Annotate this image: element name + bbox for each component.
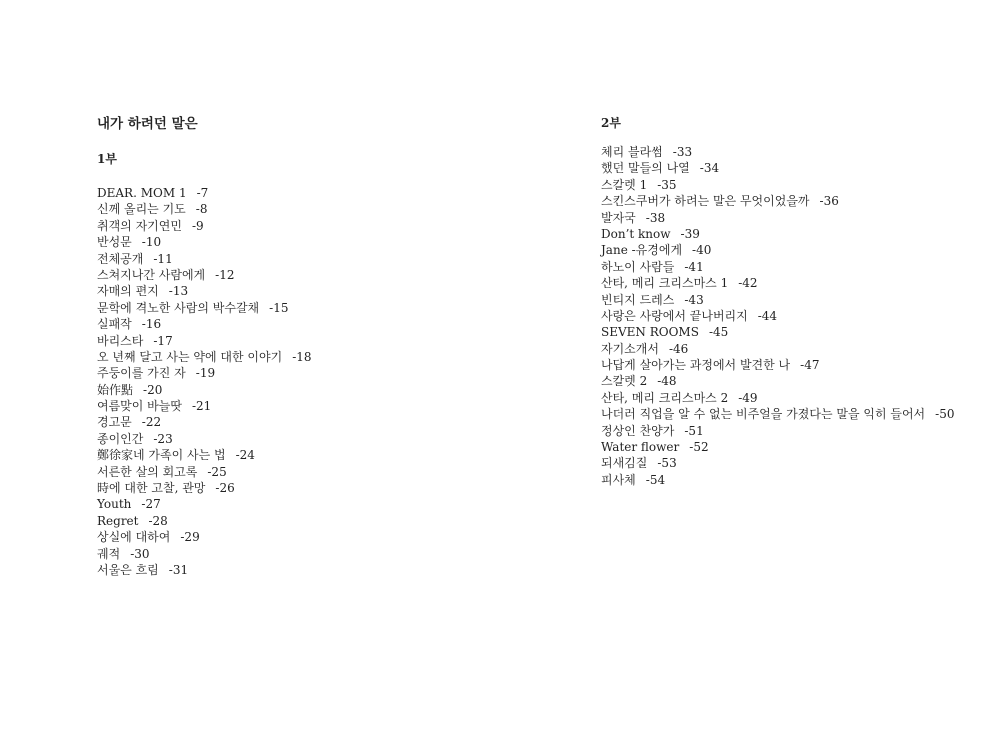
toc-entry [97,382,497,398]
toc-entry [601,357,981,373]
toc-entry-title: 자매의 편지 [97,284,159,299]
toc-entry [97,365,497,381]
book-title: 내가 하려던 말은 [97,116,198,132]
toc-entry-page: -9 [191,218,204,233]
toc-entry-title: 나더러 직업을 알 수 없는 비주얼을 가졌다는 말을 익히 들어서 [601,407,926,422]
toc-entry-page: -18 [292,349,312,364]
toc-entry-title: 산타, 메리 크리스마스 1 [601,276,729,291]
toc-entry-page: -22 [141,415,162,430]
toc-entry-title: 정상인 찬양가 [601,423,675,438]
toc-entry [97,562,497,578]
toc-entry-title: 사랑은 사랑에서 끝나버리지 [601,308,748,323]
toc-entry-page: -54 [645,472,666,487]
toc-entry-page: -33 [672,145,693,159]
toc-entry-title: 鄭徐家네 가족이 사는 법 [97,448,226,463]
part-2-toc-list [601,144,981,488]
toc-entry-page: -25 [207,464,227,479]
toc-entry [601,177,981,193]
toc-entry-page: -31 [168,562,189,577]
part-1-toc-list [97,185,497,578]
toc-entry-page: -24 [235,448,255,463]
toc-entry [601,308,981,324]
toc-entry-title: DEAR. MOM 1 [97,186,187,200]
toc-entry [97,218,497,234]
toc-entry [97,251,497,267]
toc-entry-page: -20 [143,382,163,397]
toc-entry-page: -34 [699,161,720,176]
toc-entry-title: 궤적 [97,546,121,561]
toc-entry-page: -19 [195,366,216,381]
toc-entry-title: 체리 블라썸 [601,145,663,159]
toc-entry-title: 취객의 자기연민 [97,218,182,233]
toc-entry-title: Regret [97,513,139,528]
toc-entry-page: -44 [757,308,778,323]
toc-entry-page: -30 [130,546,150,561]
toc-entry-page: -26 [215,481,235,496]
toc-entry-page: -16 [141,317,162,332]
toc-entry-page: -39 [680,226,700,241]
toc-entry-title: 여름맞이 바늘땃 [97,399,182,414]
toc-entry-page: -27 [141,497,161,512]
toc-entry-title: 실패작 [97,317,132,332]
toc-entry-title: 자기소개서 [601,341,659,356]
toc-entry-title: Youth [97,497,132,512]
toc-entry [97,529,497,545]
toc-entry [97,496,497,512]
toc-entry [601,406,981,422]
toc-entry-title: 스킨스쿠버가 하려는 말은 무엇이었을까 [601,194,810,209]
toc-entry-title: Jane -유경에게 [601,243,683,258]
toc-entry [601,472,981,488]
toc-entry-page: -12 [215,267,235,282]
toc-entry [97,431,497,447]
toc-entry [601,373,981,389]
toc-entry [97,464,497,480]
toc-entry-page: -29 [180,530,200,545]
toc-entry [601,242,981,258]
toc-entry-title: 피사체 [601,472,636,487]
toc-entry-page: -7 [196,186,209,200]
toc-entry-page: -46 [668,341,689,356]
toc-entry-title: 서울은 흐림 [97,562,159,577]
toc-entry [601,455,981,471]
toc-entry-page: -38 [645,210,666,225]
toc-entry [97,349,497,365]
toc-entry-title: 신께 올리는 기도 [97,202,186,217]
toc-entry [97,234,497,250]
toc-entry-title: 산타, 메리 크리스마스 2 [601,390,729,405]
toc-entry-page: -17 [153,333,173,348]
toc-entry-title: Water flower [601,440,680,455]
toc-entry [601,275,981,291]
toc-entry [97,513,497,529]
toc-entry [97,267,497,283]
toc-entry-title: 했던 말들의 나열 [601,161,690,176]
toc-entry-title: 주둥이를 가진 자 [97,366,186,381]
toc-entry-page: -28 [148,513,168,528]
toc-entry-page: -21 [191,399,212,414]
toc-entry [601,423,981,439]
toc-entry-title: 전체공개 [97,251,144,266]
toc-entry-title: 종이인간 [97,431,144,446]
toc-entry-page: -35 [657,177,677,192]
toc-entry-title: 始作點 [97,382,134,397]
toc-entry-title: 반성문 [97,235,132,250]
toc-entry-title: 스칼렛 2 [601,374,648,389]
toc-entry-page: -52 [689,440,709,455]
toc-entry [97,300,497,316]
toc-entry-page: -45 [708,325,729,340]
toc-entry [97,333,497,349]
toc-entry-page: -50 [935,407,955,422]
toc-entry-page: -36 [819,194,839,209]
part-1-heading: 1부 [97,152,117,166]
toc-entry-title: 서른한 살의 회고록 [97,464,198,479]
toc-entry-page: -15 [269,300,289,315]
toc-entry [601,324,981,340]
toc-entry [601,259,981,275]
toc-entry [601,160,981,176]
toc-entry [601,193,981,209]
toc-entry-page: -53 [657,456,677,471]
toc-entry-page: -8 [195,202,208,217]
toc-entry-page: -42 [738,276,758,291]
toc-entry-page: -10 [141,235,162,250]
toc-entry [97,414,497,430]
toc-entry-page: -23 [153,431,173,446]
part-2-heading: 2부 [601,116,621,130]
toc-entry [97,185,497,201]
toc-entry-title: 時에 대한 고찰, 관망 [97,481,206,496]
toc-entry [97,201,497,217]
toc-entry [97,447,497,463]
toc-entry-title: 스쳐지나간 사람에게 [97,267,206,282]
toc-entry-page: -48 [657,374,677,389]
toc-entry [97,398,497,414]
toc-entry-title: 빈티지 드레스 [601,292,675,307]
toc-entry-title: 오 년째 달고 사는 약에 대한 이야기 [97,349,283,364]
toc-entry [601,210,981,226]
toc-entry [601,341,981,357]
toc-entry-page: -43 [684,292,704,307]
toc-entry-title: 발자국 [601,210,636,225]
toc-entry-title: 나답게 살아가는 과정에서 발견한 나 [601,358,791,373]
toc-entry [601,390,981,406]
toc-entry [97,283,497,299]
toc-entry-title: 문학에 격노한 사람의 박수갈채 [97,300,260,315]
toc-entry-page: -13 [168,284,189,299]
left-page [97,113,497,578]
toc-entry-title: 되새김질 [601,456,648,471]
toc-entry [601,292,981,308]
toc-entry-page: -51 [684,423,704,438]
toc-entry-title: 바리스타 [97,333,144,348]
toc-entry-title: 스칼렛 1 [601,177,648,192]
toc-entry-title: 경고문 [97,415,132,430]
toc-entry [97,480,497,496]
toc-entry-page: -49 [738,390,758,405]
toc-entry-page: -40 [692,243,712,258]
toc-entry [97,546,497,562]
toc-entry-page: -11 [153,251,173,266]
toc-entry-title: 상실에 대하여 [97,530,171,545]
toc-entry [601,439,981,455]
toc-entry [601,144,981,160]
toc-entry [97,316,497,332]
toc-entry-title: Don’t know [601,226,671,241]
toc-entry [601,226,981,242]
toc-entry-page: -47 [800,358,820,373]
toc-entry-title: 하노이 사람들 [601,259,675,274]
right-page [601,113,981,488]
toc-entry-page: -41 [684,259,704,274]
toc-entry-title: SEVEN ROOMS [601,325,699,340]
